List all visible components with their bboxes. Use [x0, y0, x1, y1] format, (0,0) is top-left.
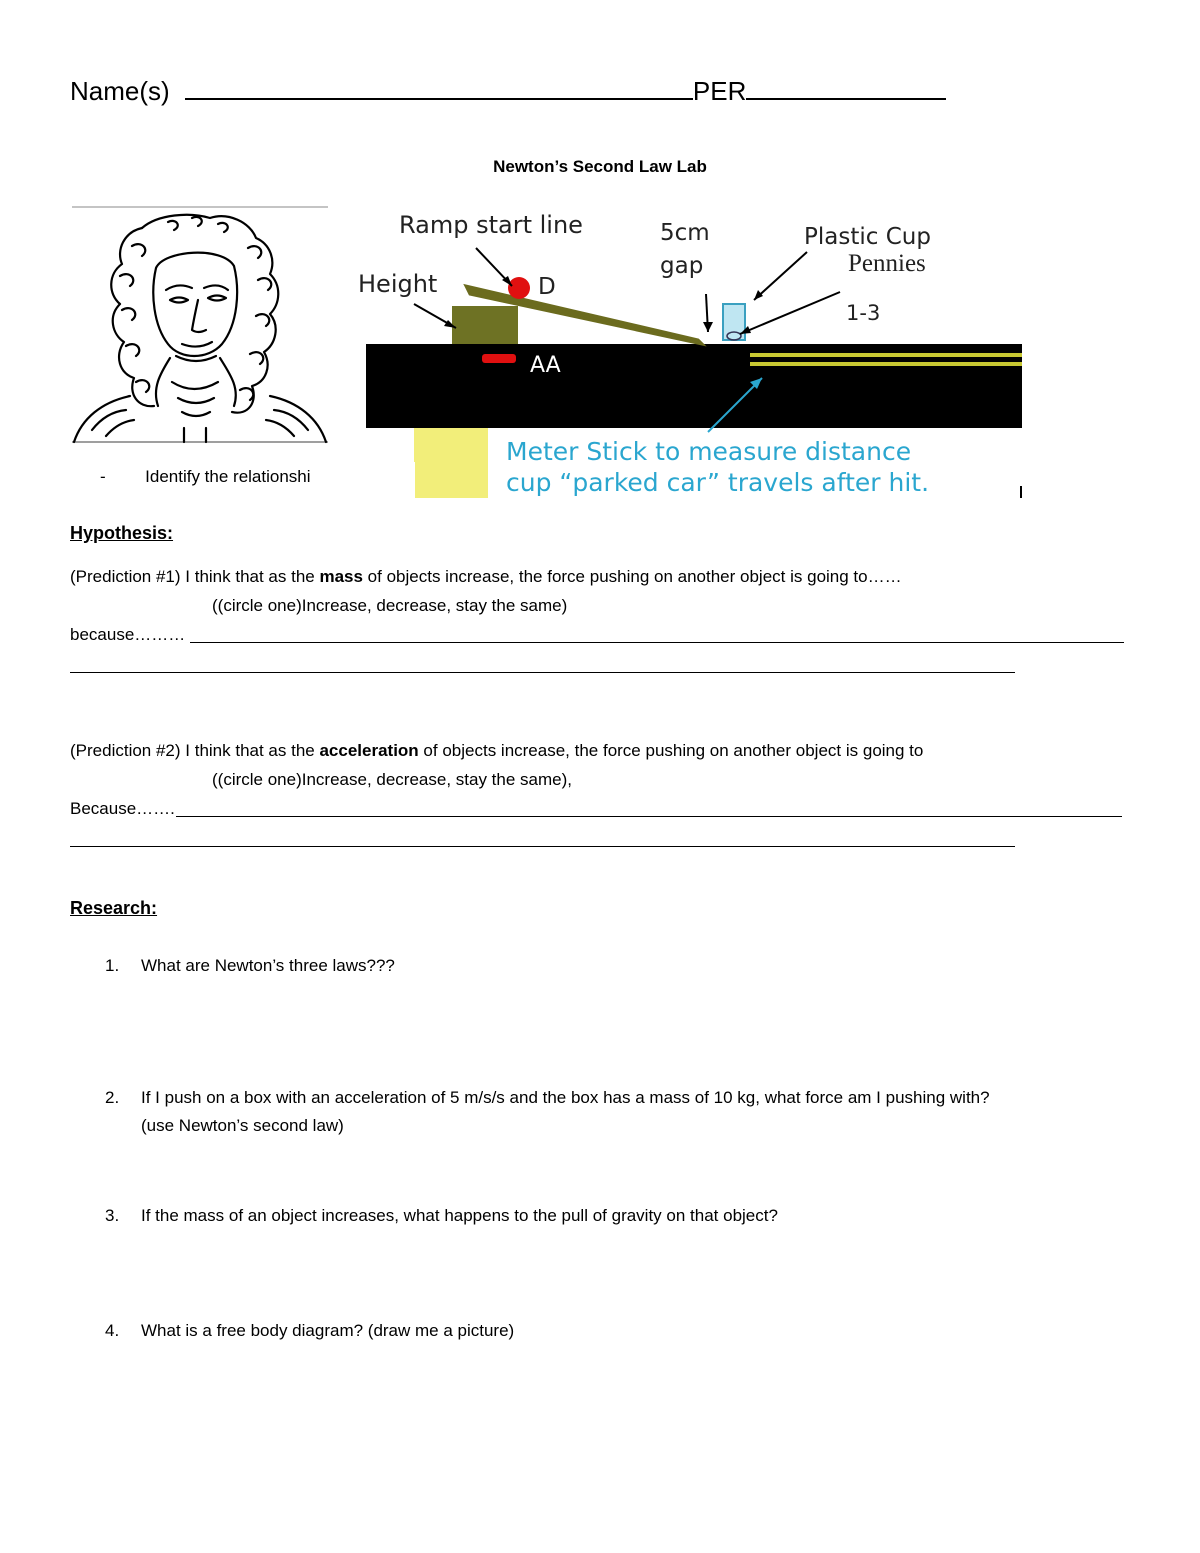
name-blank[interactable]	[185, 74, 693, 100]
prediction-1	[70, 567, 902, 587]
research-question-2	[105, 1088, 990, 1108]
table-leg	[414, 428, 488, 498]
label-aa: AA	[530, 353, 561, 378]
diagram-overlap-mask	[345, 462, 415, 502]
objective-bullet	[100, 467, 311, 487]
label-height: Height	[358, 270, 438, 298]
prediction-2-choices[interactable]: ((circle one)Increase, decrease, stay the same),	[212, 770, 572, 789]
question-number: 2.	[105, 1088, 120, 1107]
label-meter-stick-1: Meter Stick to measure distance	[506, 437, 912, 466]
prediction-2-answer-line-2[interactable]	[70, 846, 1015, 847]
battery-aa	[482, 354, 516, 363]
prediction-2-prefix: (Prediction #2) I think that as the	[70, 741, 320, 760]
label-pennies: Pennies	[848, 250, 926, 277]
prediction-2-because-label: Because…….	[70, 799, 175, 818]
newton-portrait	[72, 206, 328, 444]
hypothesis-heading: Hypothesis:	[70, 523, 174, 543]
plastic-cup	[723, 304, 745, 340]
prediction-1-because-label: because………	[70, 625, 186, 644]
page-title: Newton’s Second Law Lab	[493, 157, 707, 176]
research-question-2-hint: (use Newton’s second law)	[141, 1116, 344, 1135]
prediction-1-answer-line-2[interactable]	[70, 672, 1015, 673]
ramp-setup-svg	[352, 200, 1032, 505]
research-heading: Research:	[70, 898, 158, 918]
cup-arrow	[754, 252, 807, 300]
prediction-2	[70, 741, 923, 761]
label-ramp-start: Ramp start line	[399, 211, 583, 239]
ball-d	[508, 277, 530, 299]
question-number: 4.	[105, 1321, 120, 1340]
research-question-3	[105, 1206, 778, 1226]
research-question-4	[105, 1321, 514, 1341]
question-number: 1.	[105, 956, 120, 975]
prediction-1-keyword: mass	[319, 567, 363, 586]
label-plastic-cup: Plastic Cup	[804, 224, 931, 250]
per-label: PER	[692, 76, 747, 106]
question-text: What are Newton’s three laws???	[141, 956, 395, 975]
label-gap-1: 5cm	[660, 220, 710, 246]
objective-text: Identify the relationshi	[145, 467, 311, 486]
question-text: What is a free body diagram? (draw me a picture)	[141, 1321, 515, 1340]
bullet-dash: -	[100, 467, 106, 486]
label-gap-2: gap	[660, 253, 704, 279]
label-pennies-count: 1-3	[846, 301, 881, 325]
question-text: If the mass of an object increases, what happens to the pull of gravity on that object?	[141, 1206, 778, 1225]
prediction-1-prefix: (Prediction #1) I think that as the	[70, 567, 320, 586]
prediction-2-keyword: acceleration	[319, 741, 419, 760]
per-blank[interactable]	[746, 74, 946, 100]
label-d: D	[538, 274, 556, 300]
research-question-1	[105, 956, 395, 976]
label-meter-stick-2: cup “parked car” travels after hit.	[506, 468, 930, 497]
ramp-setup-diagram	[352, 200, 1032, 505]
name-period-line	[70, 74, 946, 107]
name-label: Name(s)	[70, 76, 170, 106]
prediction-1-suffix: of objects increase, the force pushing on another object is going to……	[362, 567, 902, 586]
prediction-2-suffix: of objects increase, the force pushing on another object is going to	[418, 741, 924, 760]
height-block	[452, 306, 518, 344]
prediction-2-answer-line-1[interactable]	[176, 816, 1122, 817]
question-text: If I push on a box with an acceleration of 5 m/s/s and the box has a mass of 10 kg, what force am I pushing with?	[141, 1088, 990, 1107]
newton-portrait-drawing	[72, 206, 328, 444]
meter-stick-line-1	[750, 353, 1022, 357]
prediction-1-answer-line-1[interactable]	[190, 642, 1124, 643]
question-number: 3.	[105, 1206, 120, 1225]
prediction-1-choices[interactable]: ((circle one)Increase, decrease, stay the same)	[212, 596, 568, 615]
meter-stick-line-2	[750, 362, 1022, 366]
